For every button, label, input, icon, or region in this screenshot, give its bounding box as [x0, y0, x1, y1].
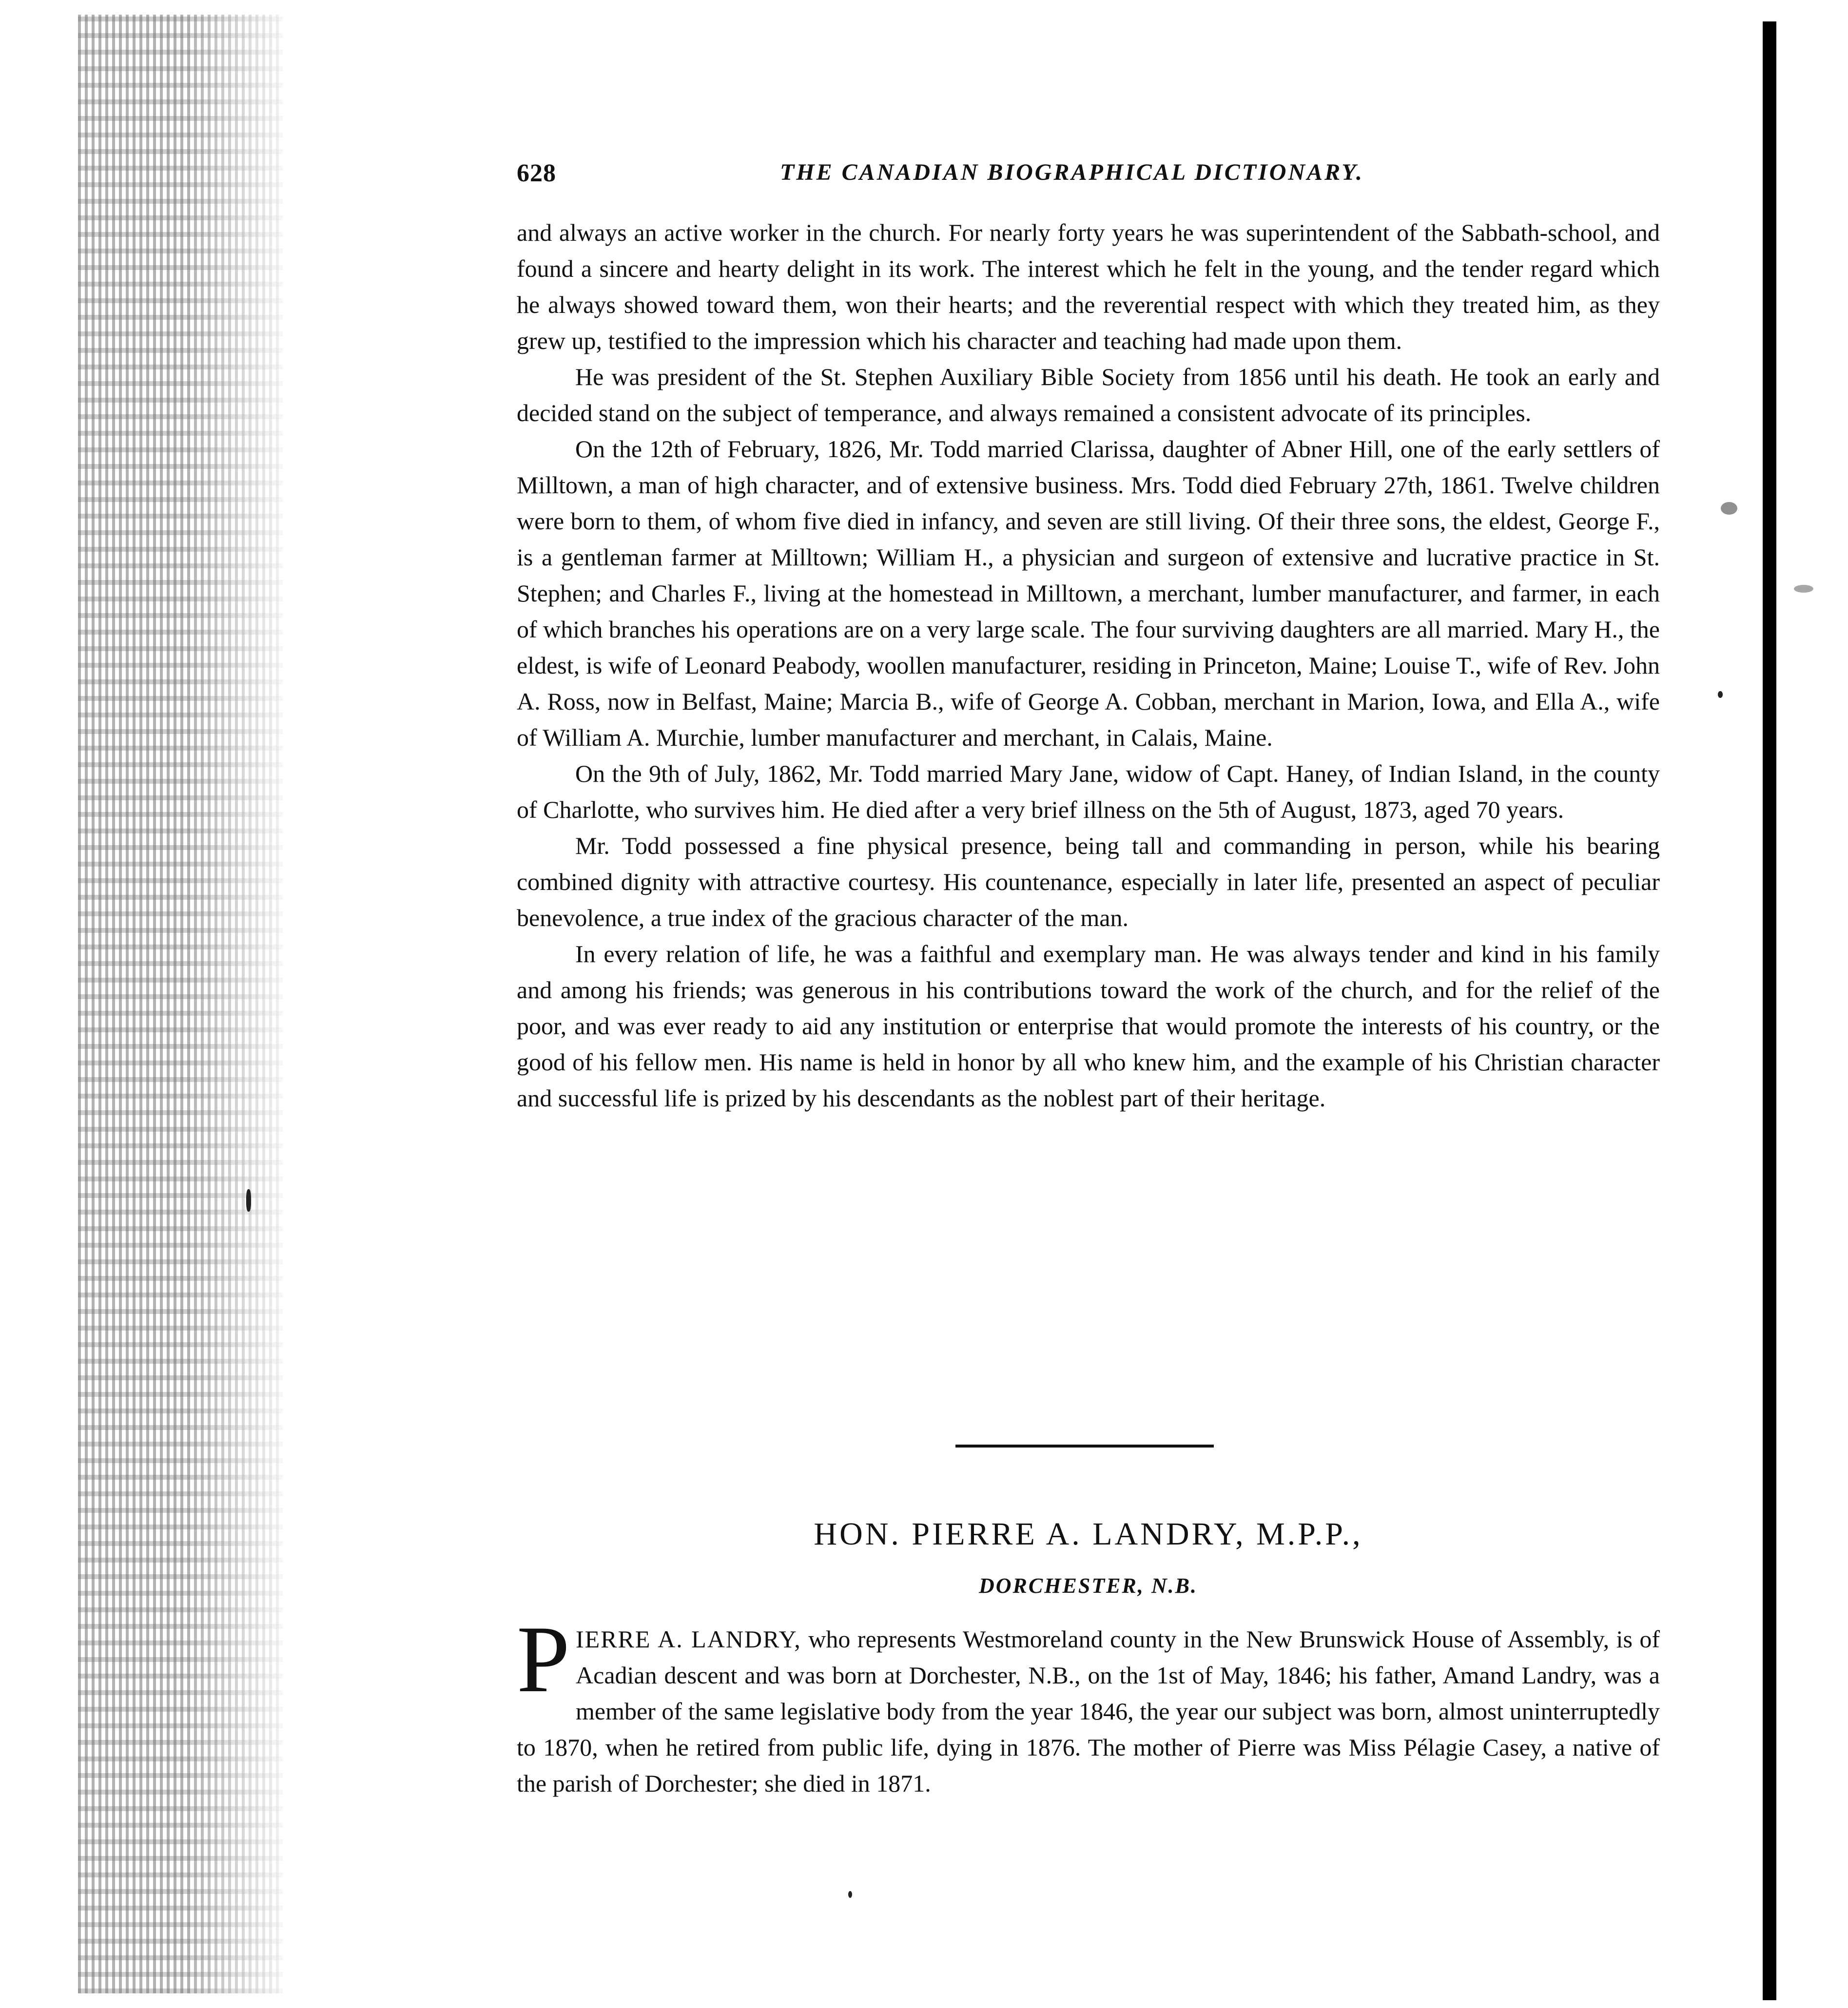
entry-paragraph: who represents Westmoreland county in the New Brunswick House of Assembly, is of Acadian descent and was born at Dorchester, N.B., on the 1st of May, 1846; his father, Amand Landry, was a member of the same legislative body from the year 1846, the year our subject was born, almost uninterruptedly to 1870, when he retired from public life, dying in 1876. The mother of Pierre was Miss Pélagie Casey, a native of the parish of Dorchester; she died in 1871. [517, 1625, 1660, 1797]
page-header [517, 159, 1662, 198]
article-paragraph: In every relation of life, he was a faithful and exemplary man. He was always tender and kind in his family and among his friends; was generous in his contributions toward the work of the church, and for the relief of the poor, and was ever ready to aid any institution or enterprise that would promote the interests of his country, or the good of his fellow men. His name is held in honor by all who knew him, and the example of his Christian character and successful life is prized by his descendants as the noblest part of their heritage. [517, 940, 1660, 1112]
scan-speck [246, 1189, 251, 1212]
entry-lead-caps: IERRE A. LANDRY, [576, 1625, 801, 1653]
scan-edge-fade [185, 15, 302, 1993]
article-paragraph: Mr. Todd possessed a fine physical presence, being tall and commanding in person, while his bearing combined dignity with attractive courtesy. His countenance, especially in later life, presented an aspect of peculiar benevolence, a true index of the gracious character of the man. [517, 832, 1660, 931]
scan-speck [1718, 691, 1723, 698]
scan-right-border [1763, 21, 1776, 2000]
article-paragraph: On the 12th of February, 1826, Mr. Todd married Clarissa, daughter of Abner Hill, one of the early settlers of Milltown, a man of high character, and of extensive business. Mrs. Todd died February 27th, 1861. Twelve children were born to them, of whom five died in infancy, and seven are still living. Of their three sons, the eldest, George F., is a gentleman farmer at Milltown; William H., a physician and surgeon of extensive and lucrative practice in St. Stephen; and Charles F., living at the homestead in Milltown, a merchant, lumber manufacturer, and farmer, in each of which branches his operations are on a very large scale. The four surviving daughters are all married. Mary H., the eldest, is wife of Leonard Peabody, woollen manufacturer, residing in Princeton, Maine; Louise T., wife of Rev. John A. Ross, now in Belfast, Maine; Marcia B., wife of George A. Cobban, merchant in Marion, Iowa, and Ella A., wife of William A. Murchie, lumber manufacturer and merchant, in Calais, Maine. [517, 435, 1660, 751]
page-number: 628 [517, 159, 556, 187]
continued-article [517, 214, 1660, 1116]
entry-body [517, 1606, 1660, 1801]
article-paragraph: On the 9th of July, 1862, Mr. Todd married Mary Jane, widow of Capt. Haney, of Indian Island, in the county of Charlotte, who survives him. He died after a very brief illness on the 5th of August, 1873, aged 70 years. [517, 760, 1660, 823]
drop-cap: P [517, 1606, 570, 1712]
article-paragraph: He was president of the St. Stephen Auxiliary Bible Society from 1856 until his death. He took an early and decided stand on the subject of temperance, and always remained a consistent advocate of its principles. [517, 363, 1660, 426]
scan-speck [1794, 585, 1813, 593]
entry-title: HON. PIERRE A. LANDRY, M.P.P., [814, 1516, 1363, 1552]
scan-speck [848, 1891, 852, 1898]
entry-place: DORCHESTER, N.B. [979, 1574, 1198, 1598]
running-head: THE CANADIAN BIOGRAPHICAL DICTIONARY. [780, 159, 1364, 185]
article-paragraph: and always an active worker in the church. For nearly forty years he was superintendent of the Sabbath-school, and found a sincere and hearty delight in its work. The interest which he felt in the young, and the tender regard which he always showed toward them, won their hearts; and the reverential respect with which they treated him, as they grew up, testified to the impression which his character and teaching had made upon them. [517, 219, 1660, 354]
section-divider [955, 1445, 1214, 1448]
scan-speck [1721, 502, 1737, 515]
